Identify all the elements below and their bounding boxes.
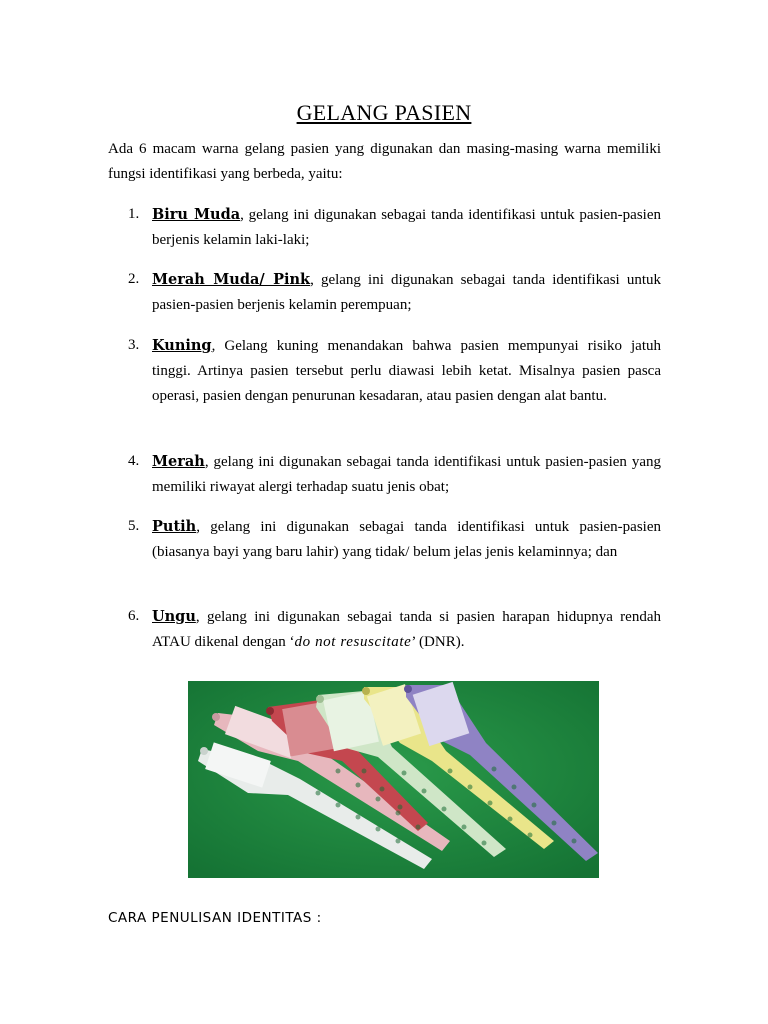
dnr-phrase: do not resuscitate [294,634,412,650]
list-number: 3. [128,337,140,353]
list-item [128,449,661,500]
list-text: , gelang ini digunakan sebagai tanda identifikasi untuk pasien-pasien (biasanya bayi yang baru lahir) yang tidak/ belum jelas jenis kelaminnya; dan [152,519,661,560]
list-item [128,202,661,253]
list-number: 1. [128,206,140,222]
list-text: , gelang ini digunakan sebagai tanda si pasien harapan hidupnya rendah ATAU dikenal dengan ‘ [152,609,661,650]
section-heading-identity: CARA PENULISAN IDENTITAS : [108,910,322,926]
list-number: 2. [128,271,140,287]
list-number: 6. [128,608,140,624]
list-item [128,514,661,565]
list-item [128,604,661,655]
wristband-photo [188,681,599,878]
color-keyword: Ungu [152,608,196,625]
list-text: , gelang ini digunakan sebagai tanda identifikasi untuk pasien-pasien yang memiliki riwayat alergi terhadap suatu jenis obat; [152,454,661,495]
list-text: , gelang ini digunakan sebagai tanda identifikasi untuk pasien-pasien berjenis kelamin perempuan; [152,272,661,313]
color-keyword: Putih [152,518,197,535]
wristband-illustration [188,681,599,878]
list-text: , Gelang kuning menandakan bahwa pasien mempunyai risiko jatuh tinggi. Artinya pasien tersebut perlu diawasi lebih ketat. Misalnya pasien pasca operasi, pasien dengan penurunan kesadaran, atau pasien dengan alat bantu. [152,338,661,404]
list-item [128,333,661,409]
color-keyword: Biru Muda [152,206,241,223]
list-text-end: ’ (DNR). [411,634,465,650]
color-keyword: Merah Muda/ Pink [152,271,311,288]
list-text: , gelang ini digunakan sebagai tanda identifikasi untuk pasien-pasien berjenis kelamin laki-laki; [152,207,661,248]
list-item [128,267,661,318]
list-number: 5. [128,518,140,534]
color-keyword: Merah [152,453,205,470]
list-number: 4. [128,453,140,469]
document-title: GELANG PASIEN [296,100,472,125]
color-keyword: Kuning [152,337,212,354]
intro-paragraph: Ada 6 macam warna gelang pasien yang digunakan dan masing-masing warna memiliki fungsi identifikasi yang berbeda, yaitu: [108,141,661,182]
